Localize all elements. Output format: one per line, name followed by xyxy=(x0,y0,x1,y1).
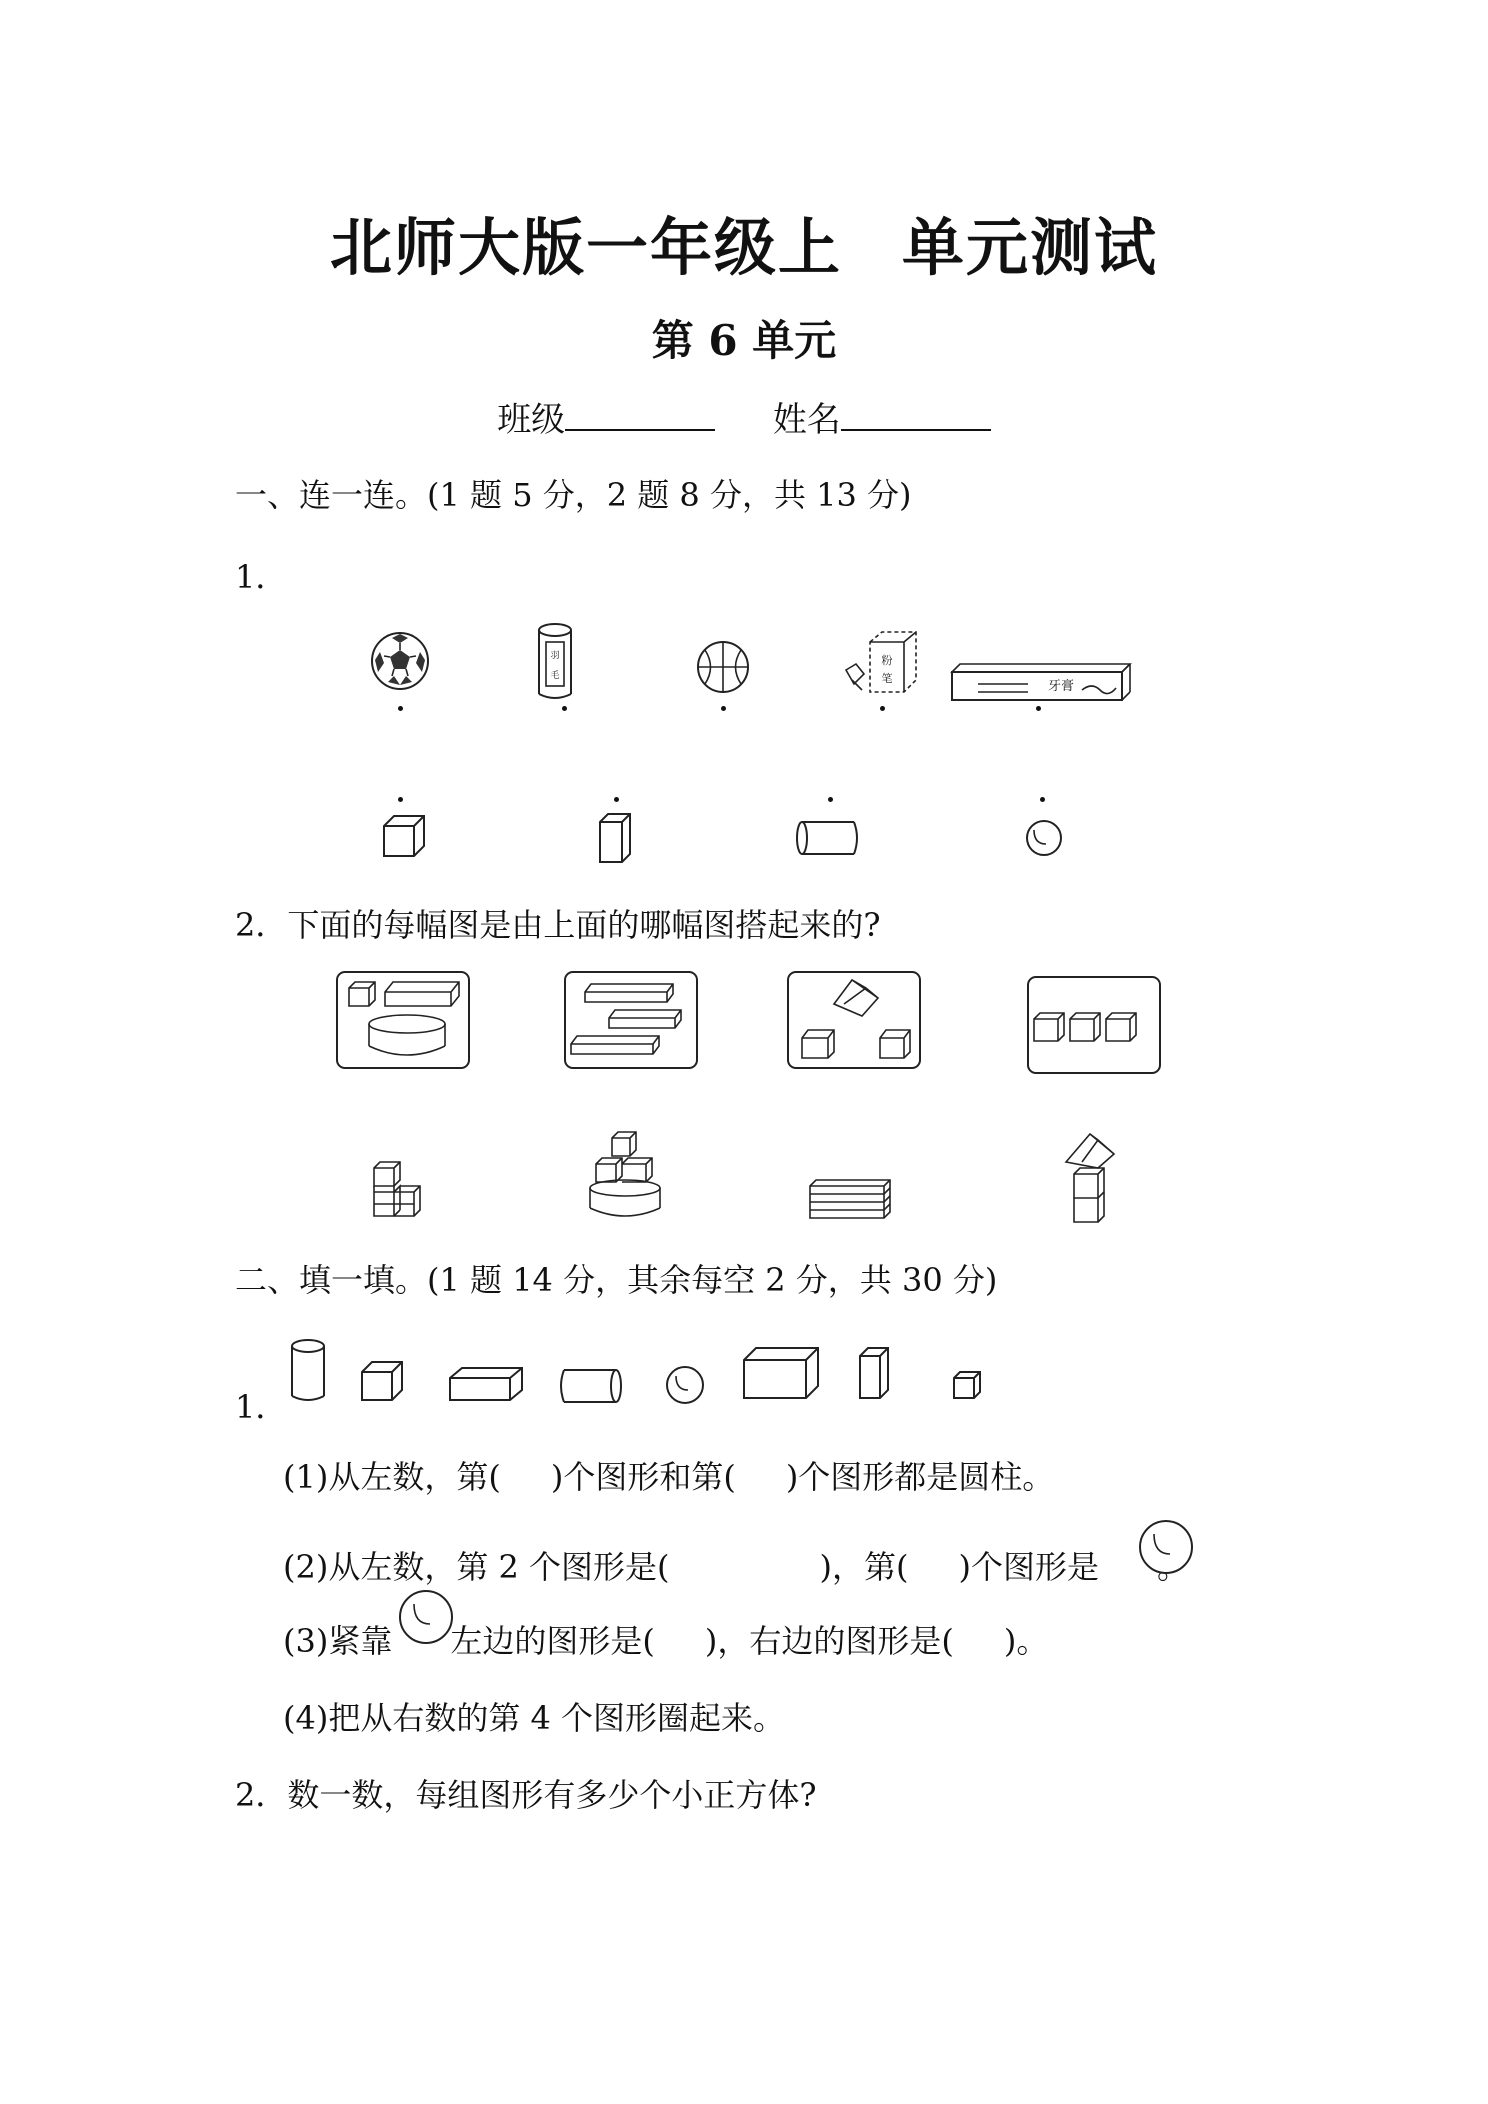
s2-q1-2 xyxy=(283,1542,1189,1588)
s2-q1-3-a: (3)紧靠 xyxy=(283,1622,393,1660)
built-figure-3 xyxy=(808,1178,892,1222)
s1-q1-number: 1． xyxy=(235,558,288,596)
source-set-4 xyxy=(1026,975,1162,1075)
unit-subtitle: 第 6 单元 xyxy=(651,316,837,365)
s2-shape-2-cube xyxy=(360,1360,406,1402)
toothpaste-box-icon xyxy=(948,662,1132,702)
s2-q2-text: 2．数一数，每组图形有多少个小正方体? xyxy=(235,1776,817,1814)
dot-basketball[interactable] xyxy=(721,706,726,711)
s2-q1-3-b: 左边的图形是( xyxy=(450,1622,655,1660)
s2-q1-2-c: )个图形是 xyxy=(958,1548,1100,1586)
s2-q1-2-sphere-icon xyxy=(1136,1518,1196,1576)
built-figure-2 xyxy=(588,1128,662,1220)
s1-q2-text: 2．下面的每幅图是由上面的哪幅图搭起来的? xyxy=(235,906,881,944)
s2-q1-2-a: (2)从左数，第 2 个图形是( xyxy=(283,1548,670,1586)
sphere-icon xyxy=(1024,818,1064,858)
s2-q1-3-sphere-icon xyxy=(396,1588,456,1646)
dot-sphere[interactable] xyxy=(1040,797,1045,802)
dot-tube-box[interactable] xyxy=(562,706,567,711)
s2-shape-4-cylinder xyxy=(558,1368,624,1406)
s2-q1-1-c: )个图形都是圆柱。 xyxy=(785,1458,1055,1496)
source-set-2 xyxy=(563,970,699,1070)
chalk-label-2: 笔 xyxy=(881,672,893,685)
s2-q1-2-d: 。 xyxy=(1157,1548,1190,1586)
class-label: 班级 xyxy=(497,400,566,440)
s2-shape-7-cuboid xyxy=(858,1346,892,1402)
dot-soccer-ball[interactable] xyxy=(398,706,403,711)
cuboid-icon xyxy=(598,812,634,864)
cube-icon xyxy=(382,814,426,858)
s2-q1-1-a: (1)从左数，第( xyxy=(283,1458,501,1496)
section2-heading: 二、填一填。(1 题 14 分，其余每空 2 分，共 30 分) xyxy=(235,1261,998,1299)
s2-q1-4: (4)把从右数的第 4 个图形圈起来。 xyxy=(283,1699,786,1737)
built-figure-4 xyxy=(1060,1128,1126,1224)
dot-chalk-box[interactable] xyxy=(880,706,885,711)
dot-cuboid[interactable] xyxy=(614,797,619,802)
name-line xyxy=(0,392,1488,441)
s2-shape-5-sphere xyxy=(664,1364,706,1406)
chalk-box-icon xyxy=(842,630,922,700)
title-right: 单元测试 xyxy=(902,211,1159,284)
section1-heading: 一、连一连。(1 题 5 分，2 题 8 分，共 13 分) xyxy=(235,476,912,514)
s2-q1-1-b: )个图形和第( xyxy=(550,1458,736,1496)
s2-q1-3-c: )，右边的图形是( xyxy=(704,1622,954,1660)
dot-cylinder[interactable] xyxy=(828,797,833,802)
tube-label-top: 羽 xyxy=(550,651,560,661)
source-set-1 xyxy=(335,970,471,1070)
cylinder-icon xyxy=(796,820,862,856)
chalk-label-1: 粉 xyxy=(881,654,893,667)
tube-label-bottom: 毛 xyxy=(550,671,560,681)
name-blank[interactable] xyxy=(841,399,991,431)
toothpaste-label: 牙膏 xyxy=(1048,679,1075,694)
s2-shape-3-cuboid xyxy=(448,1366,526,1406)
s2-q1-number: 1． xyxy=(235,1388,288,1426)
s2-shape-1-cylinder xyxy=(290,1338,326,1404)
s2-shape-8-cube xyxy=(952,1370,984,1402)
dot-cube[interactable] xyxy=(398,797,403,802)
page-title xyxy=(0,198,1488,287)
s2-q1-1 xyxy=(283,1452,1054,1498)
name-label: 姓名 xyxy=(772,400,841,440)
s2-q1-2-b: )，第( xyxy=(819,1548,909,1586)
soccer-ball-icon xyxy=(370,630,430,692)
built-figure-1 xyxy=(370,1158,436,1220)
tube-box-icon xyxy=(537,622,573,702)
s2-q1-3-d: )。 xyxy=(1003,1622,1049,1660)
class-blank[interactable] xyxy=(565,399,715,431)
s2-shape-6-cuboid xyxy=(742,1346,820,1402)
title-left: 北师大版一年级上 xyxy=(329,211,842,284)
basketball-icon xyxy=(696,640,750,694)
dot-toothpaste-box[interactable] xyxy=(1036,706,1041,711)
source-set-3 xyxy=(786,970,922,1070)
